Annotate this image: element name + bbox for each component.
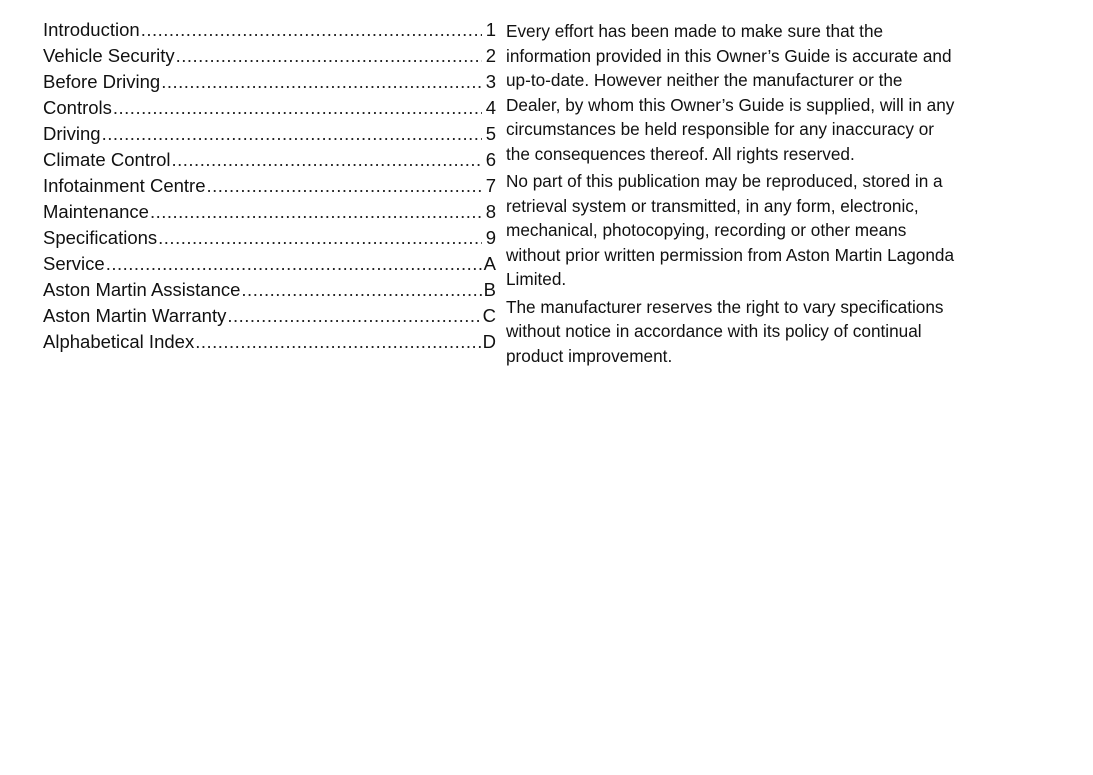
toc-entry-title: Controls bbox=[43, 97, 112, 118]
toc-entry-page: 5 bbox=[485, 123, 496, 144]
toc-entry-infotainment-centre[interactable] bbox=[43, 173, 496, 199]
toc-entry-service[interactable] bbox=[43, 251, 496, 277]
toc-entry-page: 1 bbox=[485, 19, 496, 40]
toc-dot-leader bbox=[161, 69, 482, 95]
toc-entry-title: Introduction bbox=[43, 19, 140, 40]
toc-entry-maintenance[interactable] bbox=[43, 199, 496, 225]
toc-entry-page: B bbox=[483, 279, 496, 300]
copyright-notice bbox=[506, 19, 956, 371]
toc-entry-page: 6 bbox=[485, 149, 496, 170]
toc-dot-leader bbox=[176, 43, 482, 69]
toc-dot-leader bbox=[172, 147, 483, 173]
notice-paragraph-reproduction: No part of this publication may be reproduced, stored in a retrieval system or transmitted, in any form, electronic, mechanical, photocopying, recording or other means without prior written permission from Aston Martin Lagonda Limited. bbox=[506, 171, 955, 289]
toc-entry-title: Vehicle Security bbox=[43, 45, 175, 66]
toc-entry-page: A bbox=[483, 253, 496, 274]
toc-entry-page: 9 bbox=[485, 227, 496, 248]
toc-entry-title: Driving bbox=[43, 123, 101, 144]
toc-entry-vehicle-security[interactable] bbox=[43, 43, 496, 69]
notice-paragraph-accuracy: Every effort has been made to make sure that the information provided in this Owner’s Guide is accurate and up-to-date. However neither the manufacturer or the Dealer, by whom this Owner’s Guide is supplied, will in any circumstances be held responsible for any inaccuracy or the consequences thereof. All rights reserved. bbox=[506, 21, 955, 164]
toc-dot-leader bbox=[206, 173, 482, 199]
toc-entry-title: Before Driving bbox=[43, 71, 161, 92]
toc-entry-title: Alphabetical Index bbox=[43, 331, 195, 352]
toc-entry-title: Service bbox=[43, 253, 105, 274]
toc-entry-title: Aston Martin Warranty bbox=[43, 305, 227, 326]
toc-dot-leader bbox=[227, 303, 480, 329]
table-of-contents bbox=[43, 17, 496, 355]
toc-dot-leader bbox=[158, 225, 482, 251]
toc-entry-title: Climate Control bbox=[43, 149, 171, 170]
toc-entry-climate-control[interactable] bbox=[43, 147, 496, 173]
toc-dot-leader bbox=[241, 277, 481, 303]
toc-entry-before-driving[interactable] bbox=[43, 69, 496, 95]
toc-entry-page: 4 bbox=[485, 97, 496, 118]
toc-entry-introduction[interactable] bbox=[43, 17, 496, 43]
toc-entry-driving[interactable] bbox=[43, 121, 496, 147]
toc-entry-specifications[interactable] bbox=[43, 225, 496, 251]
toc-entry-aston-martin-warranty[interactable] bbox=[43, 303, 496, 329]
toc-entry-title: Infotainment Centre bbox=[43, 175, 206, 196]
toc-entry-page: 8 bbox=[485, 201, 496, 222]
toc-dot-leader bbox=[150, 199, 482, 225]
toc-entry-title: Maintenance bbox=[43, 201, 149, 222]
toc-entry-alphabetical-index[interactable] bbox=[43, 329, 496, 355]
toc-dot-leader bbox=[113, 95, 482, 121]
toc-dot-leader bbox=[106, 251, 482, 277]
notice-paragraph-specifications: The manufacturer reserves the right to vary specifications without notice in accordance with its policy of continual product improvement. bbox=[506, 296, 944, 366]
toc-entry-aston-martin-assistance[interactable] bbox=[43, 277, 496, 303]
toc-entry-page: 3 bbox=[485, 71, 496, 92]
toc-entry-page: C bbox=[482, 305, 496, 326]
toc-entry-controls[interactable] bbox=[43, 95, 496, 121]
toc-entry-title: Specifications bbox=[43, 227, 158, 248]
toc-entry-page: 2 bbox=[485, 45, 496, 66]
toc-entry-page: 7 bbox=[485, 175, 496, 196]
toc-dot-leader bbox=[141, 17, 482, 43]
toc-entry-title: Aston Martin Assistance bbox=[43, 279, 241, 300]
toc-entry-page: D bbox=[482, 331, 496, 352]
toc-dot-leader bbox=[102, 121, 482, 147]
toc-dot-leader bbox=[195, 329, 480, 355]
